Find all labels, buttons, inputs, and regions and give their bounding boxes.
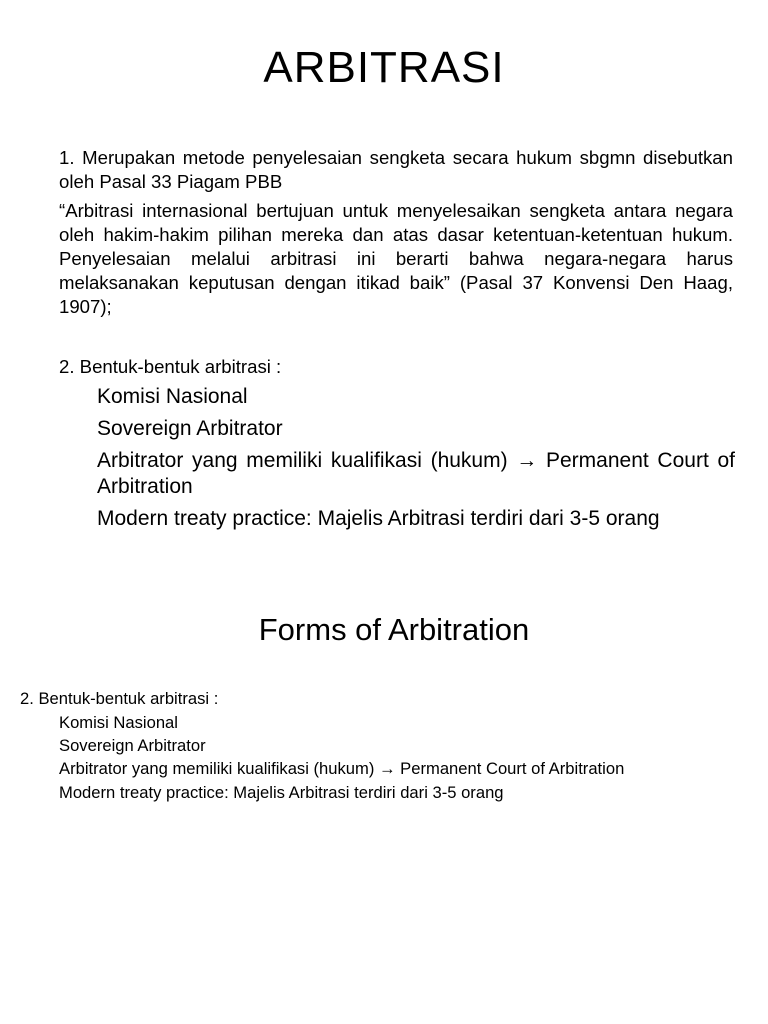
paragraph-definition: 1. Merupakan metode penyelesaian sengketa secara hukum sbgmn disebutkan oleh Pasal 33 Piagam PBB	[59, 147, 733, 192]
list-item: Komisi Nasional	[59, 713, 178, 732]
list-heading: 2. Bentuk-bentuk arbitrasi :	[59, 356, 282, 377]
paragraph-quote: “Arbitrasi internasional bertujuan untuk menyelesaikan sengketa antara negara oleh hakim-hakim pilihan mereka dan atas dasar ketentuan-ketentuan hukum. Penyelesaian melalui arbitrasi ini berarti bahwa negara-negara harus melaksanakan keputusan dengan itikad baik” (Pasal 37 Konvensi Den Haag, 1907);	[59, 200, 733, 317]
slide-forms-of-arbitration	[0, 580, 768, 1024]
slide-title: Forms of Arbitration	[258, 612, 530, 647]
list-item: Modern treaty practice: Majelis Arbitrasi terdiri dari 3-5 orang	[97, 507, 660, 530]
list-heading: 2. Bentuk-bentuk arbitrasi :	[20, 689, 219, 708]
list-item: Komisi Nasional	[97, 385, 248, 408]
list-item: Sovereign Arbitrator	[59, 736, 206, 755]
slide-title: ARBITRASI	[263, 43, 505, 92]
list-item: Arbitrator yang memiliki kualifikasi (hukum) → Permanent Court of Arbitration	[97, 449, 735, 498]
list-item: Sovereign Arbitrator	[97, 417, 283, 440]
list-item: Arbitrator yang memiliki kualifikasi (hukum) → Permanent Court of Arbitration	[59, 759, 625, 778]
list-item: Modern treaty practice: Majelis Arbitrasi terdiri dari 3-5 orang	[59, 783, 504, 802]
